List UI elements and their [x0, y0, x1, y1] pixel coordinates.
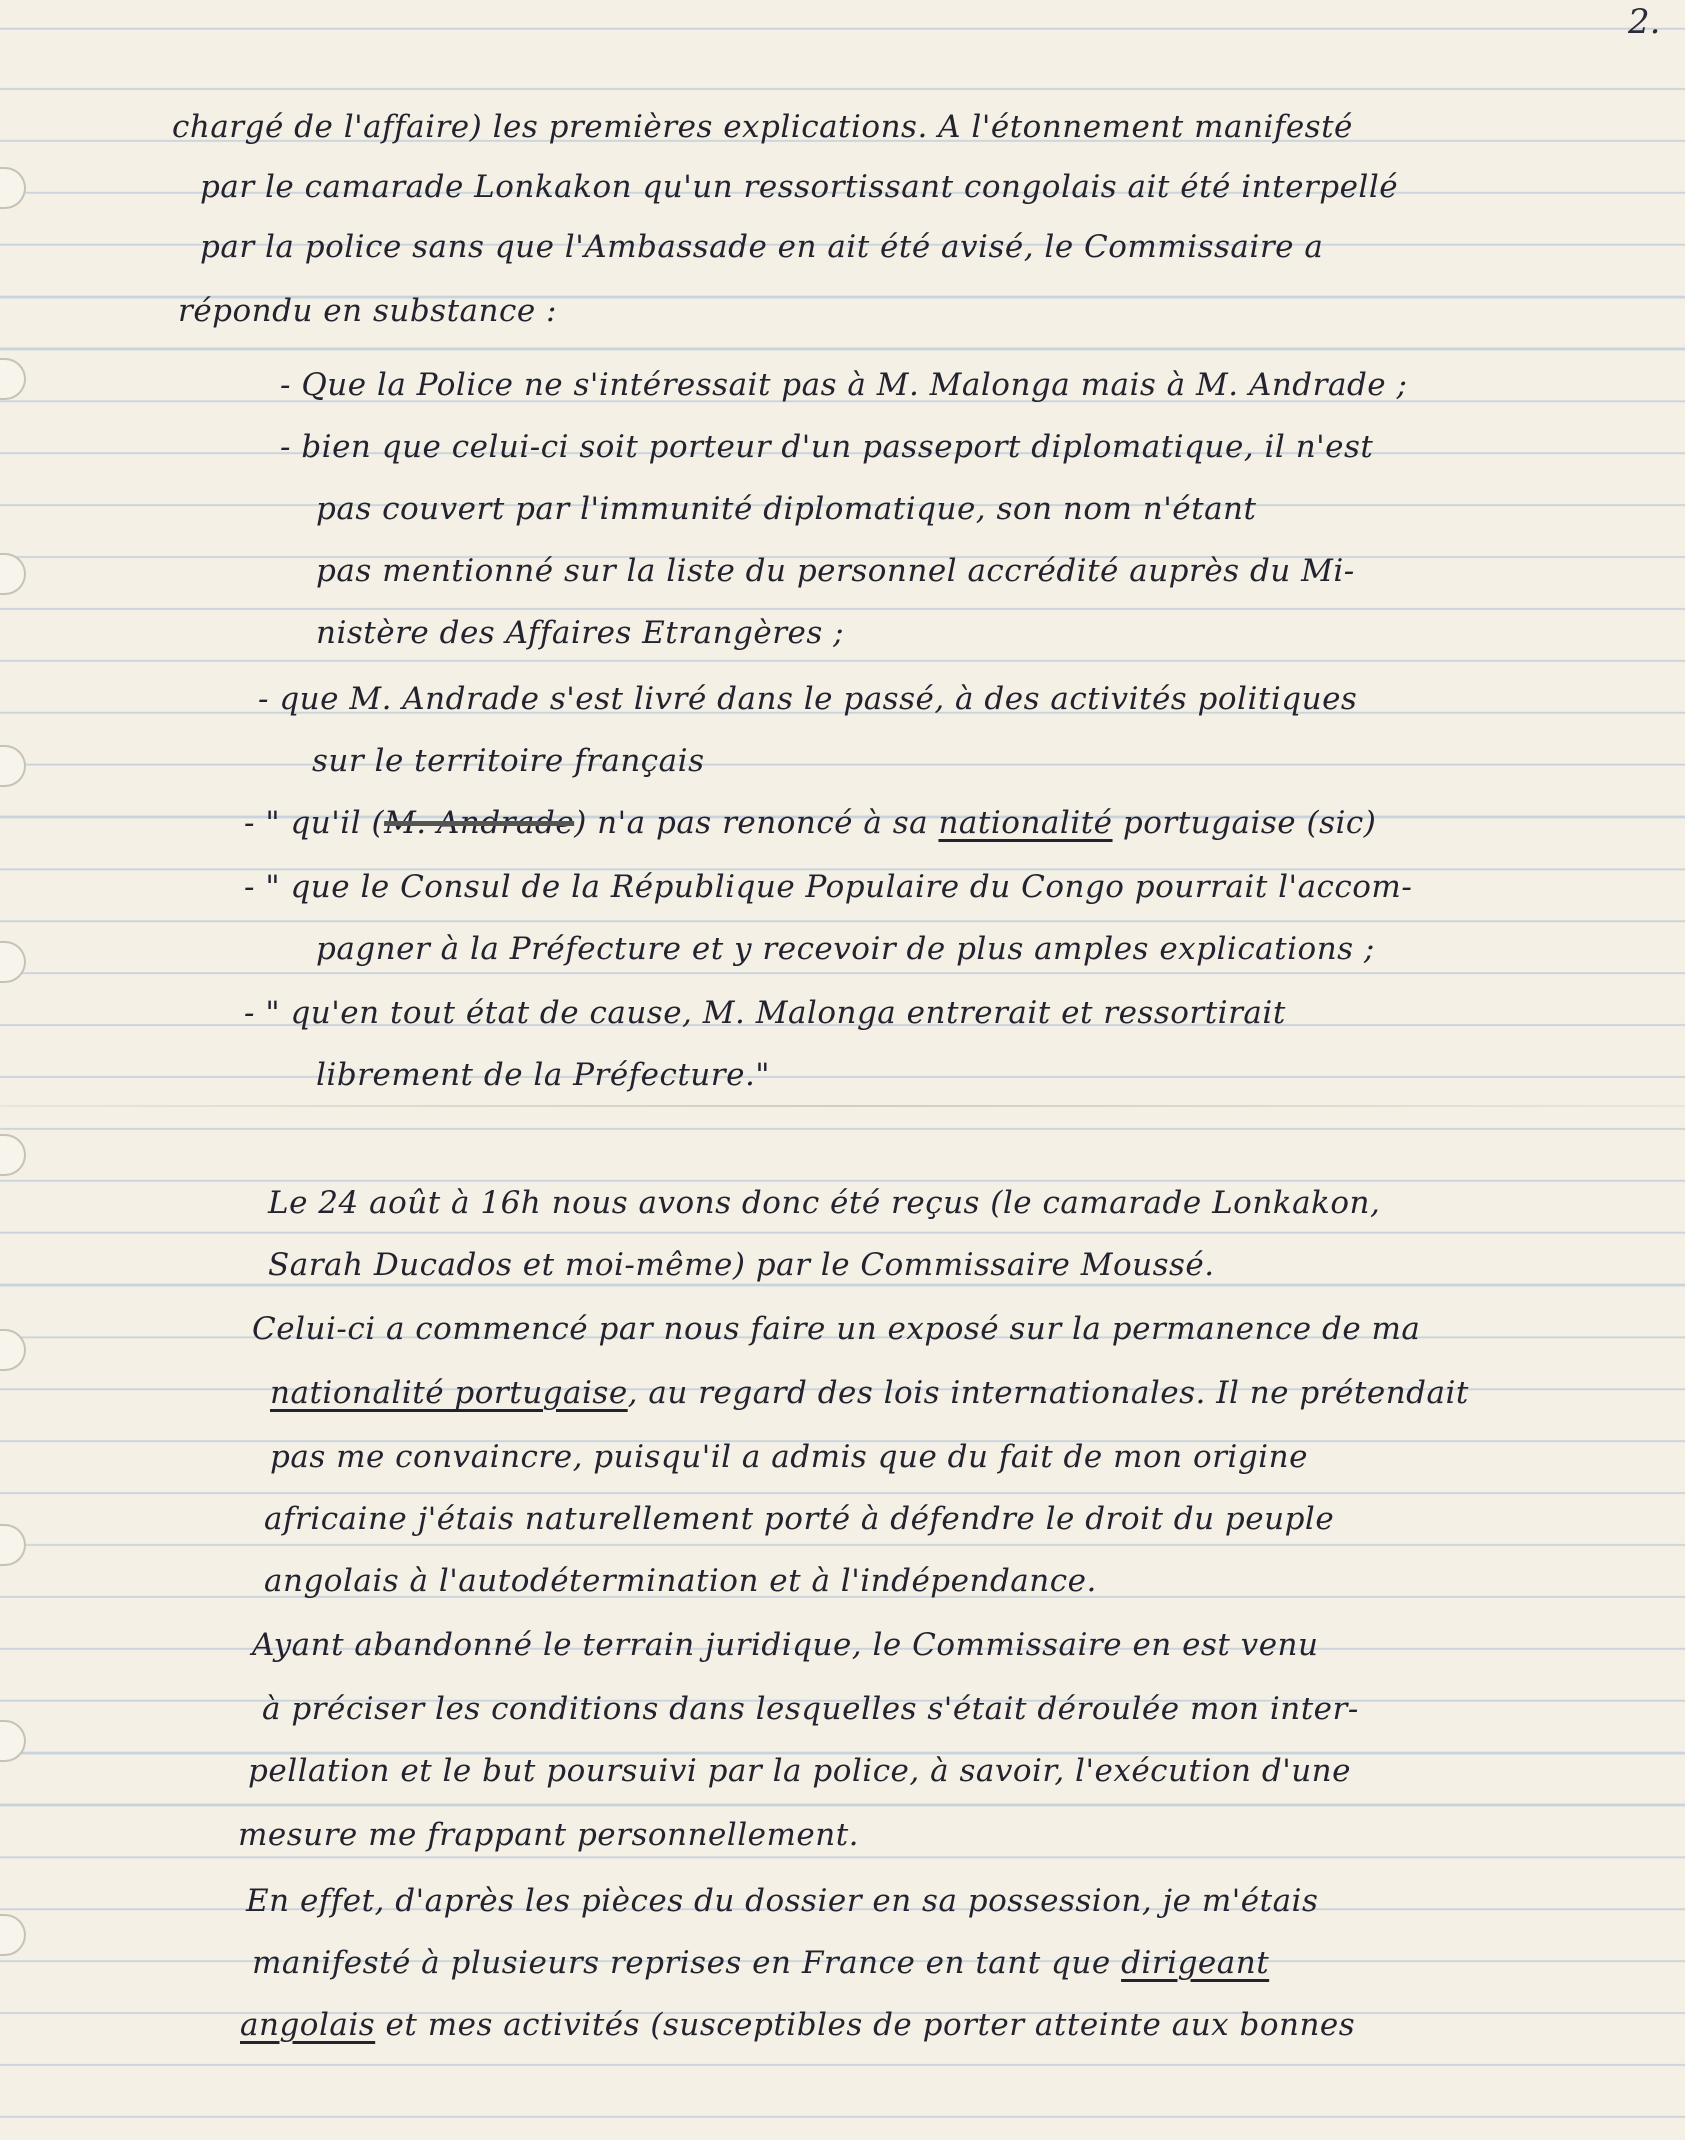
text-line-29 — [252, 1945, 1270, 1981]
binder-hole-8 — [0, 1524, 26, 1566]
underlined-text: dirigeant — [1121, 1945, 1270, 1981]
text-line-25: à préciser les conditions dans lesquelles s'était déroulée mon inter- — [262, 1691, 1359, 1727]
text-line-2: par le camarade Lonkakon qu'un ressortissant congolais ait été interpellé — [200, 169, 1399, 205]
text-line-22: africaine j'étais naturellement porté à défendre le droit du peuple — [264, 1501, 1335, 1537]
text-line-13: - " que le Consul de la République Populaire du Congo pourrait l'accom- — [244, 869, 1413, 905]
binder-hole-7 — [0, 1329, 26, 1371]
text-line-12 — [244, 805, 1377, 841]
text-line-11: sur le territoire français — [312, 743, 705, 779]
text-line-10: - que M. Andrade s'est livré dans le passé, à des activités politiques — [258, 681, 1358, 717]
binder-hole-9 — [0, 1720, 26, 1762]
text-line-9: nistère des Affaires Etrangères ; — [316, 615, 845, 651]
text-line-17: Le 24 août à 16h nous avons donc été reçus (le camarade Lonkakon, — [268, 1185, 1381, 1221]
text-line-23: angolais à l'autodétermination et à l'indépendance. — [264, 1563, 1097, 1599]
text-line-5: - Que la Police ne s'intéressait pas à M. Malonga mais à M. Andrade ; — [280, 367, 1408, 403]
binder-hole-3 — [0, 553, 26, 595]
underlined-text: angolais — [240, 2007, 376, 2043]
text-line-26: pellation et le but poursuivi par la police, à savoir, l'exécution d'une — [248, 1753, 1351, 1789]
binder-hole-2 — [0, 358, 26, 400]
text-line-24: Ayant abandonné le terrain juridique, le Commissaire en est venu — [252, 1627, 1319, 1663]
text-line-29-part-a: manifesté à plusieurs reprises en France en tant que — [252, 1945, 1122, 1981]
page-fold — [0, 1105, 1685, 1107]
text-line-27: mesure me frappant personnellement. — [238, 1817, 860, 1853]
text-line-30 — [240, 2007, 1356, 2043]
binder-hole-5 — [0, 941, 26, 983]
text-line-8: pas mentionné sur la liste du personnel accrédité auprès du Mi- — [316, 553, 1355, 589]
underlined-text: nationalité portugaise — [270, 1375, 628, 1411]
text-line-7: pas couvert par l'immunité diplomatique, son nom n'étant — [316, 491, 1257, 527]
text-line-20 — [270, 1375, 1469, 1411]
text-line-18: Sarah Ducados et moi-même) par le Commissaire Moussé. — [268, 1247, 1215, 1283]
text-line-16: librement de la Préfecture." — [316, 1057, 771, 1093]
text-line-14: pagner à la Préfecture et y recevoir de plus amples explications ; — [316, 931, 1375, 967]
text-line-28: En effet, d'après les pièces du dossier en sa possession, je m'étais — [246, 1883, 1319, 1919]
binder-hole-4 — [0, 745, 26, 787]
text-line-12-part-b: ) n'a pas renoncé à sa — [574, 805, 939, 841]
text-line-3: par la police sans que l'Ambassade en ait été avisé, le Commissaire a — [200, 229, 1324, 265]
binder-hole-6 — [0, 1134, 26, 1176]
page-number: 2. — [1628, 2, 1661, 42]
text-line-30-part-b: et mes activités (susceptibles de porter atteinte aux bonnes — [375, 2007, 1356, 2043]
text-line-21: pas me convaincre, puisqu'il a admis que du fait de mon origine — [270, 1439, 1308, 1475]
text-line-1: chargé de l'affaire) les premières explications. A l'étonnement manifesté — [172, 109, 1353, 145]
text-line-4: répondu en substance : — [178, 293, 558, 329]
text-line-12-part-c: portugaise (sic) — [1112, 805, 1377, 841]
text-line-6: - bien que celui-ci soit porteur d'un passeport diplomatique, il n'est — [280, 429, 1374, 465]
margin-line — [152, 0, 153, 2140]
text-line-12-part-a: - " qu'il ( — [244, 805, 385, 841]
binder-hole-1 — [0, 167, 26, 209]
struck-text: M. Andrade — [384, 805, 575, 841]
binder-hole-10 — [0, 1914, 26, 1956]
text-line-19: Celui-ci a commencé par nous faire un exposé sur la permanence de ma — [252, 1311, 1421, 1347]
text-line-20-part-b: , au regard des lois internationales. Il ne prétendait — [627, 1375, 1469, 1411]
underlined-text: nationalité — [938, 805, 1113, 841]
text-line-15: - " qu'en tout état de cause, M. Malonga entrerait et ressortirait — [244, 995, 1286, 1031]
